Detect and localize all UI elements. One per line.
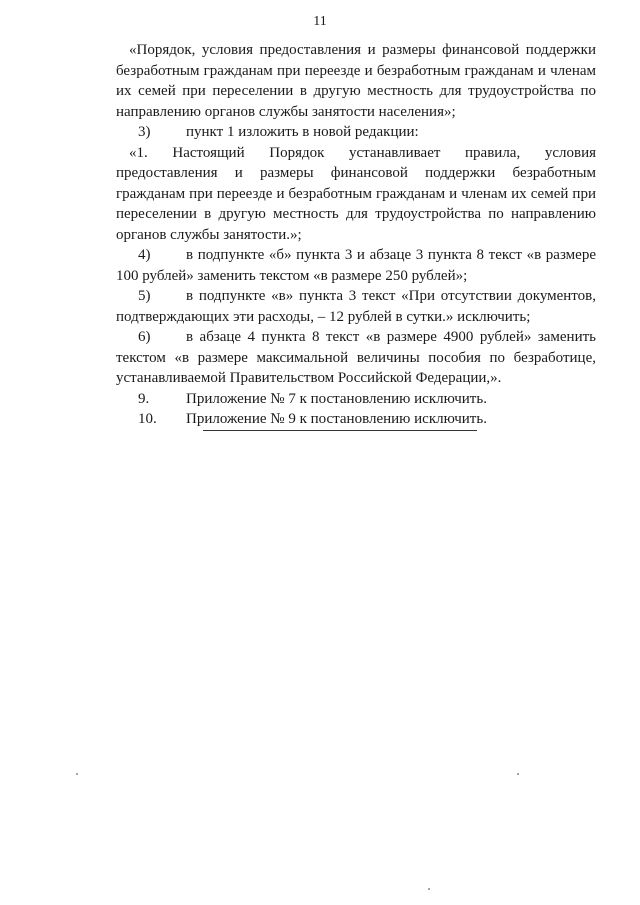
scan-speck: [517, 773, 519, 775]
item-number: 6): [138, 329, 151, 345]
item-text: Приложение № 9 к постановлению исключить.: [186, 411, 487, 427]
item-number: 4): [138, 247, 151, 263]
page-number: 11: [313, 14, 327, 29]
item-text: в подпункте «б» пункта 3 и абзаце 3 пункта 8 текст «в размере 100 рублей» заменить текстом «в размере 250 рублей»;: [116, 247, 596, 284]
list-item: [116, 286, 596, 327]
quoted-paragraph: «1. Настоящий Порядок устанавливает правила, условия предоставления и размеры финансовой поддержки безработным гражданам при переезде и безработным гражданам и членам их семей при переселении в другую местность для трудоустройства по направлению органов службы занятости.»;: [116, 144, 596, 243]
scan-speck: [428, 888, 430, 890]
item-number: 3): [138, 124, 151, 140]
item-text: Приложение № 7 к постановлению исключить.: [186, 390, 487, 407]
item-text: в абзаце 4 пункта 8 текст «в размере 4900 рублей» заменить текстом «в размере максимальной величины пособия по безработице, устанавливаемой Правительством Российской Федерации,».: [116, 329, 596, 386]
list-item: [116, 245, 596, 286]
item-number: 5): [138, 288, 151, 304]
scan-speck: [76, 773, 78, 775]
item-text: в подпункте «в» пункта 3 текст «При отсутствии документов, подтверждающих эти расходы, – 12 рублей в сутки.» исключить;: [116, 288, 596, 325]
list-item: [116, 389, 596, 410]
item-number: 9.: [138, 390, 150, 407]
list-item: [116, 409, 596, 430]
list-item: [116, 327, 596, 389]
item-number: 10.: [138, 411, 157, 427]
item-text: пункт 1 изложить в новой редакции:: [186, 124, 419, 140]
document-body: [116, 40, 596, 430]
list-item: [116, 122, 596, 143]
closing-divider: [203, 430, 477, 431]
intro-paragraph: «Порядок, условия предоставления и размеры финансовой поддержки безработным гражданам при переезде и безработным гражданам и членам их семей при переселении в другую местность для трудоустройства по направлению органов службы занятости населения»;: [116, 42, 596, 120]
